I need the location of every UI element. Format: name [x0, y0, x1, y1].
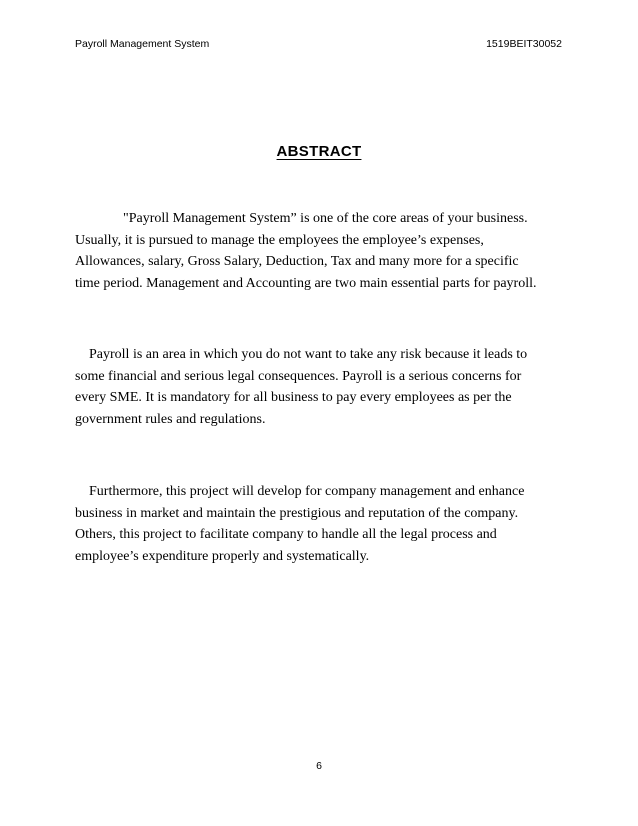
- paragraph-line: Payroll is an area in which you do not want to take any risk because it leads to: [89, 347, 528, 362]
- paragraph-line: Allowances, salary, Gross Salary, Deduction, Tax and many more for a specific: [75, 254, 519, 269]
- paragraph-line: Usually, it is pursued to manage the employees the employee’s expenses,: [75, 232, 484, 248]
- header-document-title: Payroll Management System: [75, 38, 210, 50]
- paragraph-line: some financial and serious legal consequences. Payroll is a serious concerns for: [75, 368, 522, 384]
- paragraph-line: time period. Management and Accounting are two main essential parts for payroll.: [75, 275, 537, 291]
- paragraph-line: "Payroll Management System” is one of the core areas of your business.: [123, 211, 528, 226]
- page-title: ABSTRACT: [276, 143, 362, 160]
- paragraph-line: Others, this project to facilitate company to handle all the legal process and: [75, 527, 497, 542]
- paragraph-line: government rules and regulations.: [75, 411, 266, 427]
- paragraph-line: employee’s expenditure properly and systematically.: [75, 548, 370, 564]
- paragraph-2: [75, 344, 563, 430]
- paragraph-line: business in market and maintain the prestigious and reputation of the company.: [75, 505, 519, 521]
- paragraph-line: Furthermore, this project will develop for company management and enhance: [89, 484, 525, 499]
- paragraph-3: [75, 481, 563, 567]
- paragraph-1: [75, 208, 563, 294]
- paragraph-line: every SME. It is mandatory for all business to pay every employees as per the: [75, 390, 512, 405]
- header-document-code: 1519BEIT30052: [486, 38, 562, 50]
- page-number: 6: [316, 760, 322, 772]
